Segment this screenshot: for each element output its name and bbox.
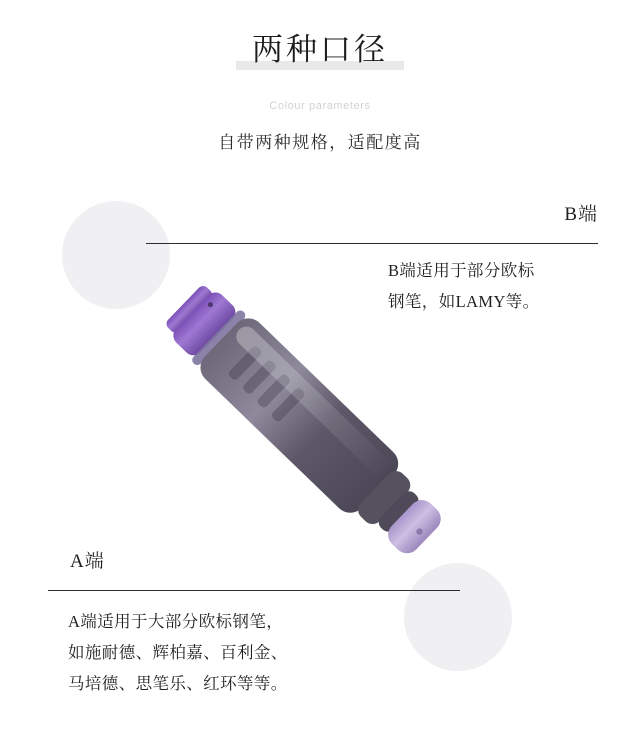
callout-a-label: A端 [70,551,105,572]
page-title-inner [242,28,398,72]
callout-b-line-1: B端适用于部分欧标 [388,261,535,280]
callout-b-leader-line [146,243,598,244]
callout-a-line-2: 如施耐德、辉柏嘉、百利金、 [68,643,288,662]
callout-a-line-3: 马培德、思笔乐、红环等等。 [68,674,288,693]
page-title: 两种口径 [252,32,388,67]
callout-a-description [68,606,398,699]
callout-b-description [388,255,613,317]
subtitle-english: Colour parameters [269,100,371,112]
page-title-block [0,28,640,72]
callout-b-label: B端 [564,204,598,225]
callout-a-line-1: A端适用于大部分欧标钢笔， [68,612,284,631]
product-illustration [0,175,640,645]
callout-a-leader-line [48,590,460,591]
subtitle-chinese: 自带两种规格，适配度高 [218,133,422,152]
callout-b-line-2: 钢笔，如LAMY等。 [388,292,540,311]
